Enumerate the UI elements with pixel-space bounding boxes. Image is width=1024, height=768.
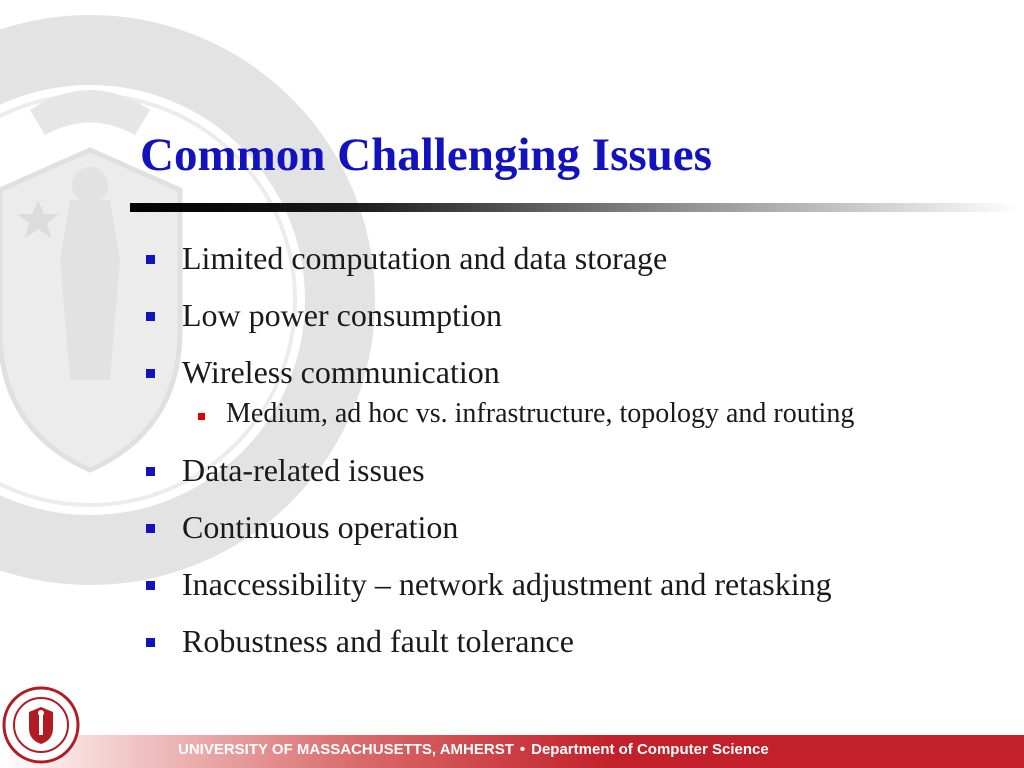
- sub-bullet-text: Medium, ad hoc vs. infrastructure, topology and routing: [226, 398, 855, 429]
- footer-department: Department of Computer Science: [531, 741, 769, 758]
- bullet-item: [142, 564, 854, 604]
- bullet-text: Continuous operation: [182, 509, 459, 545]
- bullet-text: Data-related issues: [182, 452, 425, 488]
- square-bullet-icon: [146, 312, 155, 321]
- square-bullet-icon: [146, 524, 155, 533]
- footer-separator: •: [519, 741, 526, 758]
- bullet-text: Low power consumption: [182, 297, 502, 333]
- bullet-text: Wireless communication: [182, 354, 500, 390]
- bullet-text: Inaccessibility – network adjustment and retasking: [182, 566, 832, 602]
- sub-bullet-item: [142, 397, 854, 431]
- square-bullet-icon: [146, 638, 155, 647]
- square-bullet-icon: [146, 369, 155, 378]
- square-bullet-icon: [146, 467, 155, 476]
- bullet-item: [142, 450, 854, 490]
- bullet-list: [142, 238, 854, 678]
- square-sub-bullet-icon: [198, 413, 205, 420]
- bullet-item: [142, 295, 854, 335]
- square-bullet-icon: [146, 581, 155, 590]
- bullet-item: [142, 621, 854, 661]
- title-divider: [130, 203, 1020, 212]
- bullet-text: Limited computation and data storage: [182, 240, 668, 276]
- bullet-item: [142, 352, 854, 392]
- square-bullet-icon: [146, 255, 155, 264]
- footer-text: [178, 741, 769, 758]
- footer-university: UNIVERSITY OF MASSACHUSETTS, AMHERST: [178, 741, 514, 758]
- bullet-text: Robustness and fault tolerance: [182, 623, 574, 659]
- bullet-item: [142, 507, 854, 547]
- university-seal-logo-icon: [2, 686, 80, 764]
- bullet-item: [142, 238, 854, 278]
- slide-title: Common Challenging Issues: [140, 129, 712, 181]
